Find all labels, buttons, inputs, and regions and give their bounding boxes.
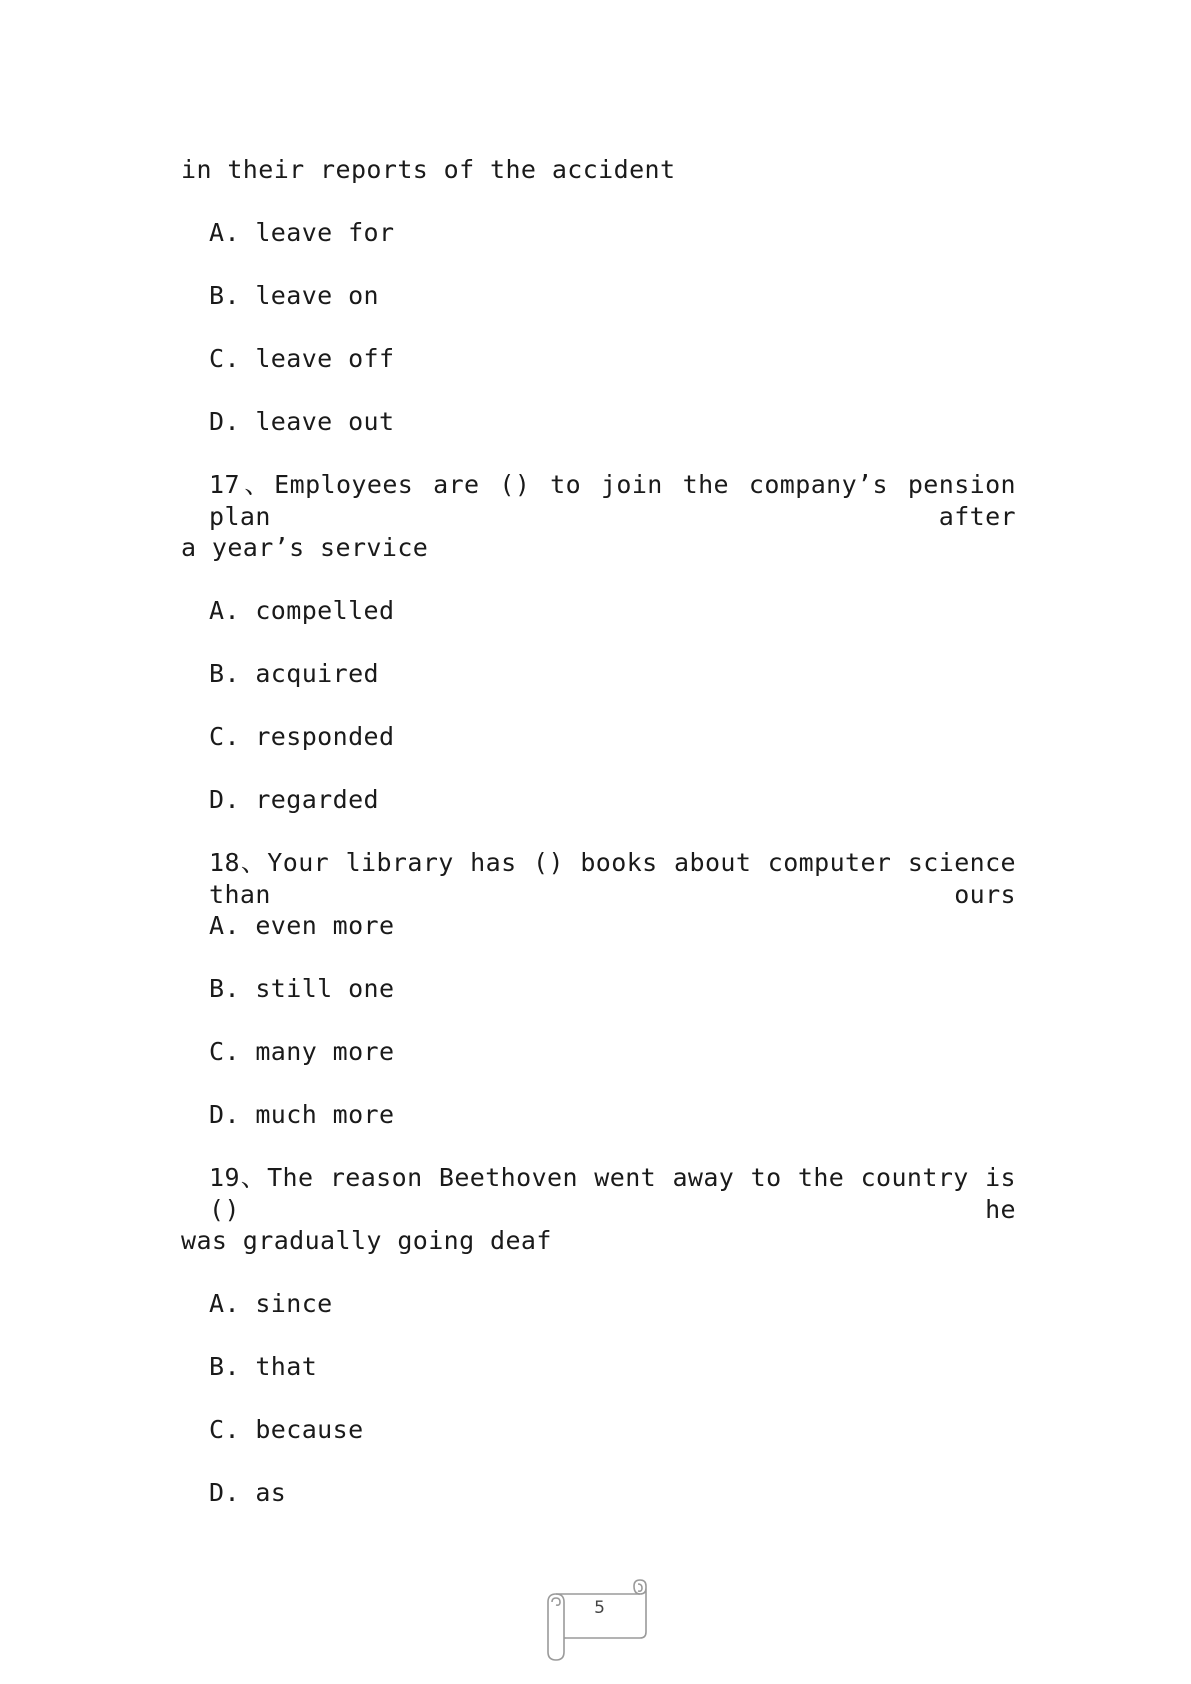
question-16-option-b <box>209 280 379 312</box>
question-17-option-b <box>209 658 379 690</box>
option-text: that <box>255 1352 318 1381</box>
question-17-option-c <box>209 721 394 753</box>
question-19-stem-continued: was gradually going deaf <box>181 1226 552 1255</box>
option-letter: A. <box>209 596 240 625</box>
option-text: leave out <box>255 407 395 436</box>
question-16-option-d <box>209 406 394 438</box>
question-16-continuation: in their reports of the accident <box>181 155 676 184</box>
option-letter: C. <box>209 1037 240 1066</box>
option-text: acquired <box>255 659 379 688</box>
option-letter: A. <box>209 1289 240 1318</box>
option-letter: A. <box>209 911 240 940</box>
question-16-option-a <box>209 217 394 249</box>
option-text: leave off <box>255 344 395 373</box>
option-letter: C. <box>209 344 240 373</box>
option-text: because <box>255 1415 364 1444</box>
question-19-stem: 19、The reason Beethoven went away to the country is () he <box>209 1163 1016 1224</box>
question-17-option-d <box>209 784 379 816</box>
option-text: much more <box>255 1100 395 1129</box>
question-17-option-a <box>209 595 394 627</box>
question-18-option-a <box>209 910 394 942</box>
page-footer <box>542 1572 657 1664</box>
option-letter: D. <box>209 407 240 436</box>
option-letter: D. <box>209 785 240 814</box>
question-19-option-a <box>209 1288 333 1320</box>
option-text: responded <box>255 722 395 751</box>
question-16-option-c <box>209 343 394 375</box>
option-letter: B. <box>209 659 240 688</box>
scroll-icon <box>542 1572 657 1664</box>
option-text: leave on <box>255 281 379 310</box>
option-text: many more <box>255 1037 395 1066</box>
question-17-stem-continued: a year’s service <box>181 533 429 562</box>
option-text: as <box>255 1478 287 1507</box>
question-18-option-d <box>209 1099 394 1131</box>
question-19-option-b <box>209 1351 317 1383</box>
option-letter: D. <box>209 1100 240 1129</box>
option-letter: B. <box>209 1352 240 1381</box>
question-18-stem: 18、Your library has () books about computer science than ours <box>209 848 1016 909</box>
option-letter: C. <box>209 722 240 751</box>
option-text: since <box>255 1289 333 1318</box>
option-letter: B. <box>209 281 240 310</box>
option-text: still one <box>255 974 395 1003</box>
option-text: compelled <box>255 596 395 625</box>
option-letter: D. <box>209 1478 240 1507</box>
option-text: even more <box>255 911 395 940</box>
option-letter: B. <box>209 974 240 1003</box>
question-19-option-d <box>209 1477 286 1509</box>
option-text: leave for <box>255 218 395 247</box>
question-19-option-c <box>209 1414 364 1446</box>
option-letter: A. <box>209 218 240 247</box>
page-number: 5 <box>594 1598 605 1618</box>
question-17-stem: 17、Employees are () to join the company’s pension plan after <box>209 470 1016 531</box>
option-text: regarded <box>255 785 379 814</box>
option-letter: C. <box>209 1415 240 1444</box>
question-18-option-c <box>209 1036 394 1068</box>
question-18-option-b <box>209 973 394 1005</box>
